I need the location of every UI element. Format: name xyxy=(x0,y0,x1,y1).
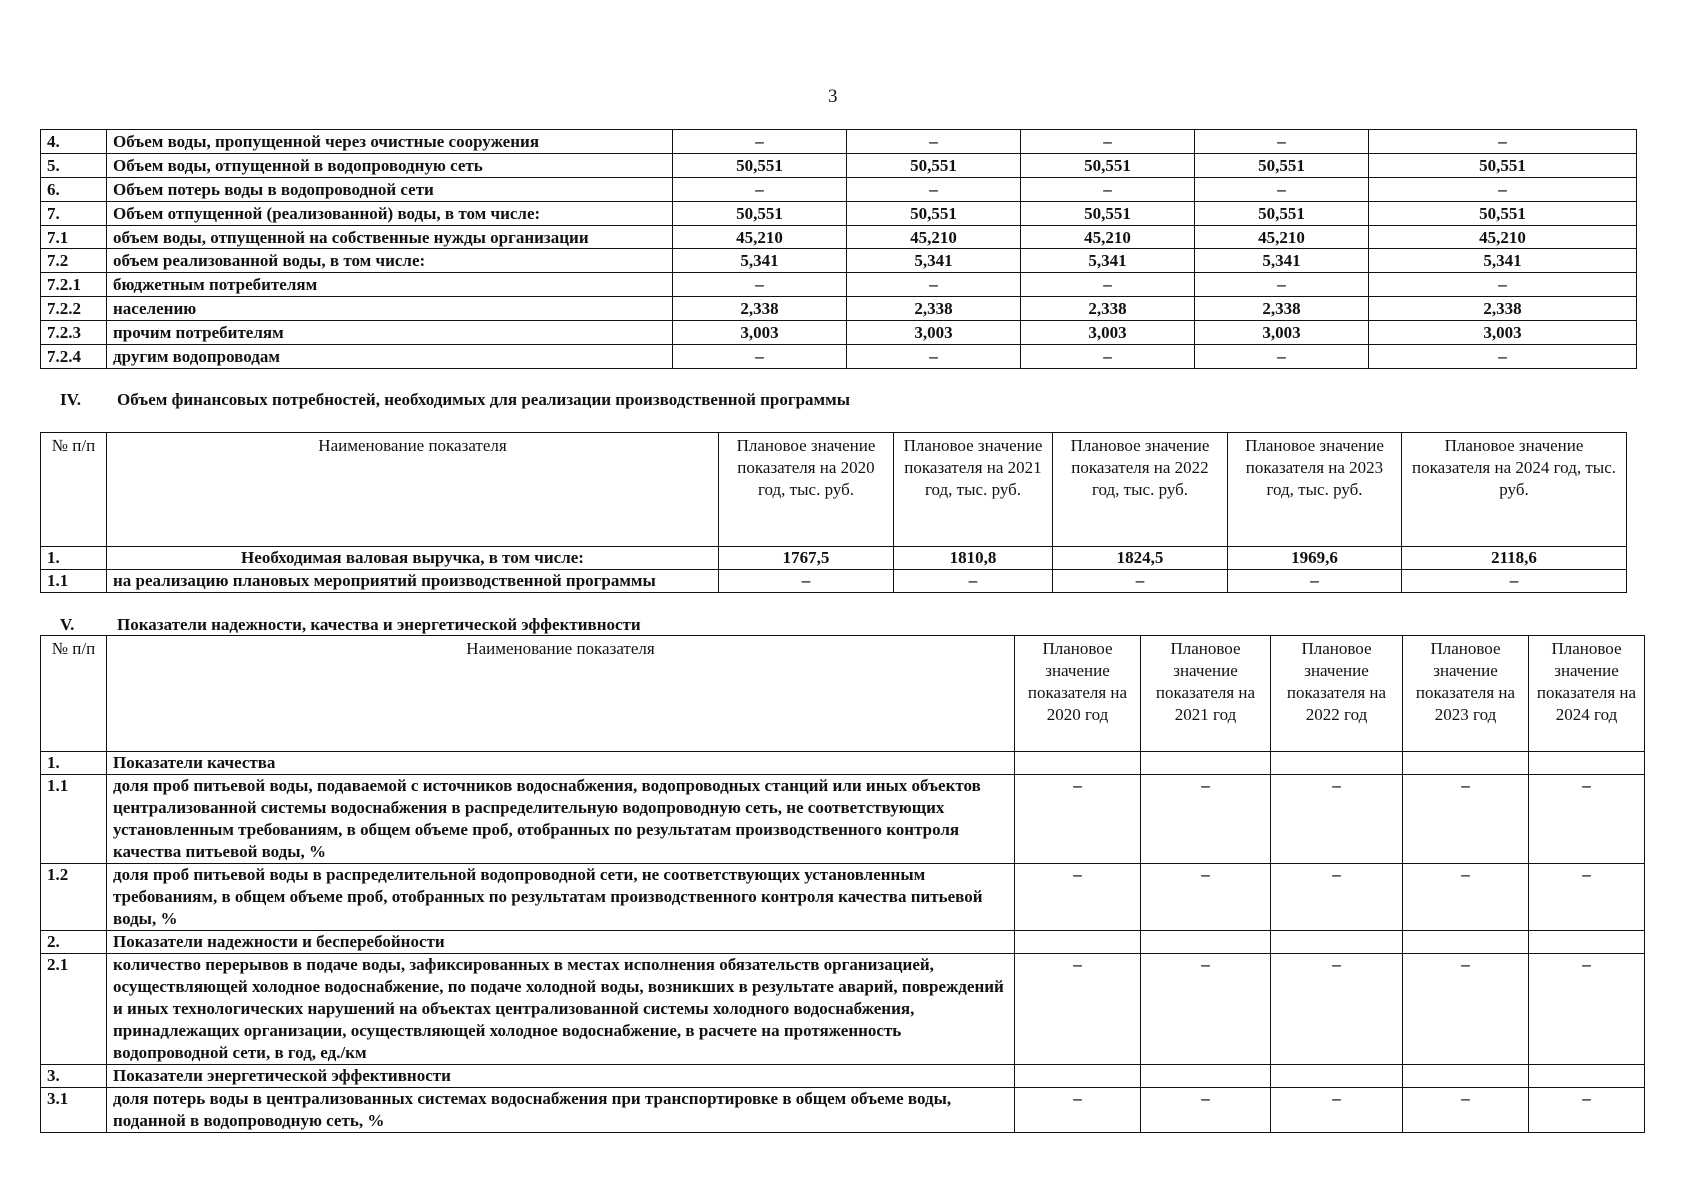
row-value: 50,551 xyxy=(847,201,1021,225)
table-row xyxy=(41,775,1645,864)
row-value: – xyxy=(847,177,1021,201)
table-row xyxy=(41,130,1637,154)
row-value: – xyxy=(1271,1088,1403,1133)
row-value xyxy=(1141,752,1271,775)
row-value: 2118,6 xyxy=(1402,547,1627,570)
row-value: – xyxy=(1271,864,1403,931)
row-value xyxy=(1271,752,1403,775)
row-value: – xyxy=(673,177,847,201)
row-value: 45,210 xyxy=(673,225,847,249)
row-value: 1767,5 xyxy=(719,547,894,570)
row-number: 7.2.4 xyxy=(41,345,107,369)
row-name: доля проб питьевой воды, подаваемой с источников водоснабжения, водопроводных станций или иных объектов централизованной системы водоснабжения в распределительную водопроводную сеть, не соответствующих установленным требованиям, в общем объеме проб, отобранных по результатам производственного контроля качества питьевой воды, % xyxy=(107,775,1015,864)
row-value: – xyxy=(1403,775,1529,864)
row-value: 50,551 xyxy=(1021,153,1195,177)
row-value: – xyxy=(1053,570,1228,593)
row-number: 7.1 xyxy=(41,225,107,249)
row-value xyxy=(1015,931,1141,954)
row-value: – xyxy=(1529,954,1645,1065)
financial-needs-table xyxy=(40,432,1627,593)
row-value xyxy=(1141,1065,1271,1088)
col-header-2023: Плановое значение показателя на 2023 год xyxy=(1403,636,1529,752)
table-row xyxy=(41,273,1637,297)
row-value: 5,341 xyxy=(673,249,847,273)
row-name: прочим потребителям xyxy=(107,321,673,345)
row-value: – xyxy=(1271,954,1403,1065)
row-value: 5,341 xyxy=(1369,249,1637,273)
row-number: 2. xyxy=(41,931,107,954)
row-value: 2,338 xyxy=(1369,297,1637,321)
row-value: – xyxy=(1195,273,1369,297)
row-value: 50,551 xyxy=(673,153,847,177)
table-row xyxy=(41,297,1637,321)
row-value: 5,341 xyxy=(847,249,1021,273)
table-row xyxy=(41,1065,1645,1088)
row-value: – xyxy=(1529,864,1645,931)
row-value: 50,551 xyxy=(1369,153,1637,177)
row-value: – xyxy=(1141,864,1271,931)
row-value: 3,003 xyxy=(1195,321,1369,345)
row-value: – xyxy=(673,273,847,297)
col-header-2021: Плановое значение показателя на 2021 год xyxy=(1141,636,1271,752)
row-value xyxy=(1403,752,1529,775)
table-row xyxy=(41,954,1645,1065)
col-header-2020: Плановое значение показателя на 2020 год xyxy=(1015,636,1141,752)
row-number: 7.2.3 xyxy=(41,321,107,345)
row-name: объем воды, отпущенной на собственные нужды организации xyxy=(107,225,673,249)
col-header-2024: Плановое значение показателя на 2024 год xyxy=(1529,636,1645,752)
row-value: 45,210 xyxy=(847,225,1021,249)
row-name: доля проб питьевой воды в распределительной водопроводной сети, не соответствующих установленным требованиям, в общем объеме проб, отобранных по результатам производственного контроля качества питьевой воды, % xyxy=(107,864,1015,931)
row-name: другим водопроводам xyxy=(107,345,673,369)
row-name: Объем потерь воды в водопроводной сети xyxy=(107,177,673,201)
row-value: – xyxy=(1402,570,1627,593)
row-value: – xyxy=(1021,273,1195,297)
row-value: 2,338 xyxy=(1021,297,1195,321)
row-number: 1. xyxy=(41,752,107,775)
col-header-name: Наименование показателя xyxy=(107,433,719,547)
row-value: – xyxy=(1369,273,1637,297)
row-value: 1810,8 xyxy=(894,547,1053,570)
row-value: 3,003 xyxy=(673,321,847,345)
row-value: 3,003 xyxy=(1369,321,1637,345)
row-value xyxy=(1271,1065,1403,1088)
row-value xyxy=(1141,931,1271,954)
table-row xyxy=(41,752,1645,775)
row-value: – xyxy=(1021,177,1195,201)
col-header-2024: Плановое значение показателя на 2024 год, тыс. руб. xyxy=(1402,433,1627,547)
row-value: – xyxy=(1015,954,1141,1065)
col-header-2022: Плановое значение показателя на 2022 год xyxy=(1271,636,1403,752)
row-value: 3,003 xyxy=(1021,321,1195,345)
row-value xyxy=(1271,931,1403,954)
row-value: 2,338 xyxy=(1195,297,1369,321)
row-value: 50,551 xyxy=(1195,153,1369,177)
row-name: количество перерывов в подаче воды, зафиксированных в местах исполнения обязательств организацией, осуществляющей холодное водоснабжение, по подаче холодной воды, возникших в результате аварий, повреждений и иных технологических нарушений на объектах централизованной системы холодного водоснабжения, принадлежащих организации, осуществляющей холодное водоснабжение, в расчете на протяженность водопроводной сети, в год, ед./км xyxy=(107,954,1015,1065)
table-row xyxy=(41,864,1645,931)
row-number: 7.2.2 xyxy=(41,297,107,321)
row-value: – xyxy=(1403,954,1529,1065)
row-name: Необходимая валовая выручка, в том числе: xyxy=(107,547,719,570)
row-value: 2,338 xyxy=(673,297,847,321)
row-value: – xyxy=(1141,954,1271,1065)
row-value: 3,003 xyxy=(847,321,1021,345)
row-value: 5,341 xyxy=(1021,249,1195,273)
row-number: 3. xyxy=(41,1065,107,1088)
row-value: 50,551 xyxy=(1195,201,1369,225)
section-4-title: Объем финансовых потребностей, необходимых для реализации производственной программы xyxy=(117,390,850,409)
row-value: – xyxy=(1369,130,1637,154)
row-value: – xyxy=(1015,1088,1141,1133)
row-number: 4. xyxy=(41,130,107,154)
row-value: – xyxy=(847,273,1021,297)
row-value: – xyxy=(719,570,894,593)
row-value: – xyxy=(1195,177,1369,201)
section-4-number: IV. xyxy=(60,390,81,409)
row-value xyxy=(1015,752,1141,775)
section-5-number: V. xyxy=(60,615,75,634)
page-number: 3 xyxy=(828,86,838,107)
row-value: 1824,5 xyxy=(1053,547,1228,570)
row-value: – xyxy=(1529,775,1645,864)
row-number: 7.2.1 xyxy=(41,273,107,297)
row-value: – xyxy=(894,570,1053,593)
row-value: – xyxy=(1529,1088,1645,1133)
row-value: 45,210 xyxy=(1369,225,1637,249)
table-row xyxy=(41,177,1637,201)
water-volume-table xyxy=(40,129,1637,369)
row-value: – xyxy=(1228,570,1402,593)
row-number: 3.1 xyxy=(41,1088,107,1133)
row-name: на реализацию плановых мероприятий производственной программы xyxy=(107,570,719,593)
row-name: бюджетным потребителям xyxy=(107,273,673,297)
row-name: Показатели энергетической эффективности xyxy=(107,1065,1015,1088)
row-value: – xyxy=(1021,345,1195,369)
row-name: доля потерь воды в централизованных системах водоснабжения при транспортировке в общем объеме воды, поданной в водопроводную сеть, % xyxy=(107,1088,1015,1133)
table-row xyxy=(41,153,1637,177)
col-header-2023: Плановое значение показателя на 2023 год, тыс. руб. xyxy=(1228,433,1402,547)
row-value: – xyxy=(1403,864,1529,931)
row-number: 1.1 xyxy=(41,570,107,593)
row-name: Объем воды, пропущенной через очистные сооружения xyxy=(107,130,673,154)
row-value: 50,551 xyxy=(1021,201,1195,225)
reliability-quality-table xyxy=(40,635,1645,1133)
col-header-name: Наименование показателя xyxy=(107,636,1015,752)
row-value xyxy=(1529,931,1645,954)
row-value: 5,341 xyxy=(1195,249,1369,273)
row-value: – xyxy=(847,130,1021,154)
table-row xyxy=(41,931,1645,954)
row-value: 50,551 xyxy=(1369,201,1637,225)
row-number: 2.1 xyxy=(41,954,107,1065)
row-value: – xyxy=(1369,345,1637,369)
row-name: Показатели качества xyxy=(107,752,1015,775)
table-row xyxy=(41,570,1627,593)
row-value xyxy=(1015,1065,1141,1088)
row-value: 2,338 xyxy=(847,297,1021,321)
table-row xyxy=(41,345,1637,369)
row-value: 1969,6 xyxy=(1228,547,1402,570)
col-header-num: № п/п xyxy=(41,433,107,547)
row-name: объем реализованной воды, в том числе: xyxy=(107,249,673,273)
table-row xyxy=(41,201,1637,225)
row-value: 50,551 xyxy=(847,153,1021,177)
row-value xyxy=(1529,1065,1645,1088)
row-value: – xyxy=(1403,1088,1529,1133)
row-number: 6. xyxy=(41,177,107,201)
row-value: – xyxy=(673,345,847,369)
row-value xyxy=(1403,1065,1529,1088)
row-value: – xyxy=(673,130,847,154)
table-row xyxy=(41,225,1637,249)
row-value: 50,551 xyxy=(673,201,847,225)
row-value xyxy=(1529,752,1645,775)
col-header-2020: Плановое значение показателя на 2020 год, тыс. руб. xyxy=(719,433,894,547)
row-value: – xyxy=(1015,864,1141,931)
row-value: – xyxy=(1021,130,1195,154)
row-number: 1.2 xyxy=(41,864,107,931)
table-row xyxy=(41,547,1627,570)
row-number: 5. xyxy=(41,153,107,177)
row-number: 1. xyxy=(41,547,107,570)
row-value: – xyxy=(1369,177,1637,201)
row-name: Объем воды, отпущенной в водопроводную сеть xyxy=(107,153,673,177)
row-value: – xyxy=(1015,775,1141,864)
row-name: населению xyxy=(107,297,673,321)
row-value: – xyxy=(1141,1088,1271,1133)
row-value: – xyxy=(1195,345,1369,369)
row-name: Показатели надежности и бесперебойности xyxy=(107,931,1015,954)
table-row xyxy=(41,1088,1645,1133)
row-value: – xyxy=(847,345,1021,369)
table-row xyxy=(41,249,1637,273)
row-value: 45,210 xyxy=(1195,225,1369,249)
col-header-num: № п/п xyxy=(41,636,107,752)
row-number: 1.1 xyxy=(41,775,107,864)
row-value xyxy=(1403,931,1529,954)
row-value: – xyxy=(1141,775,1271,864)
row-value: 45,210 xyxy=(1021,225,1195,249)
col-header-2022: Плановое значение показателя на 2022 год, тыс. руб. xyxy=(1053,433,1228,547)
row-value: – xyxy=(1195,130,1369,154)
col-header-2021: Плановое значение показателя на 2021 год, тыс. руб. xyxy=(894,433,1053,547)
row-number: 7.2 xyxy=(41,249,107,273)
row-value: – xyxy=(1271,775,1403,864)
row-number: 7. xyxy=(41,201,107,225)
table-row xyxy=(41,321,1637,345)
row-name: Объем отпущенной (реализованной) воды, в том числе: xyxy=(107,201,673,225)
section-5-title: Показатели надежности, качества и энергетической эффективности xyxy=(117,615,641,634)
